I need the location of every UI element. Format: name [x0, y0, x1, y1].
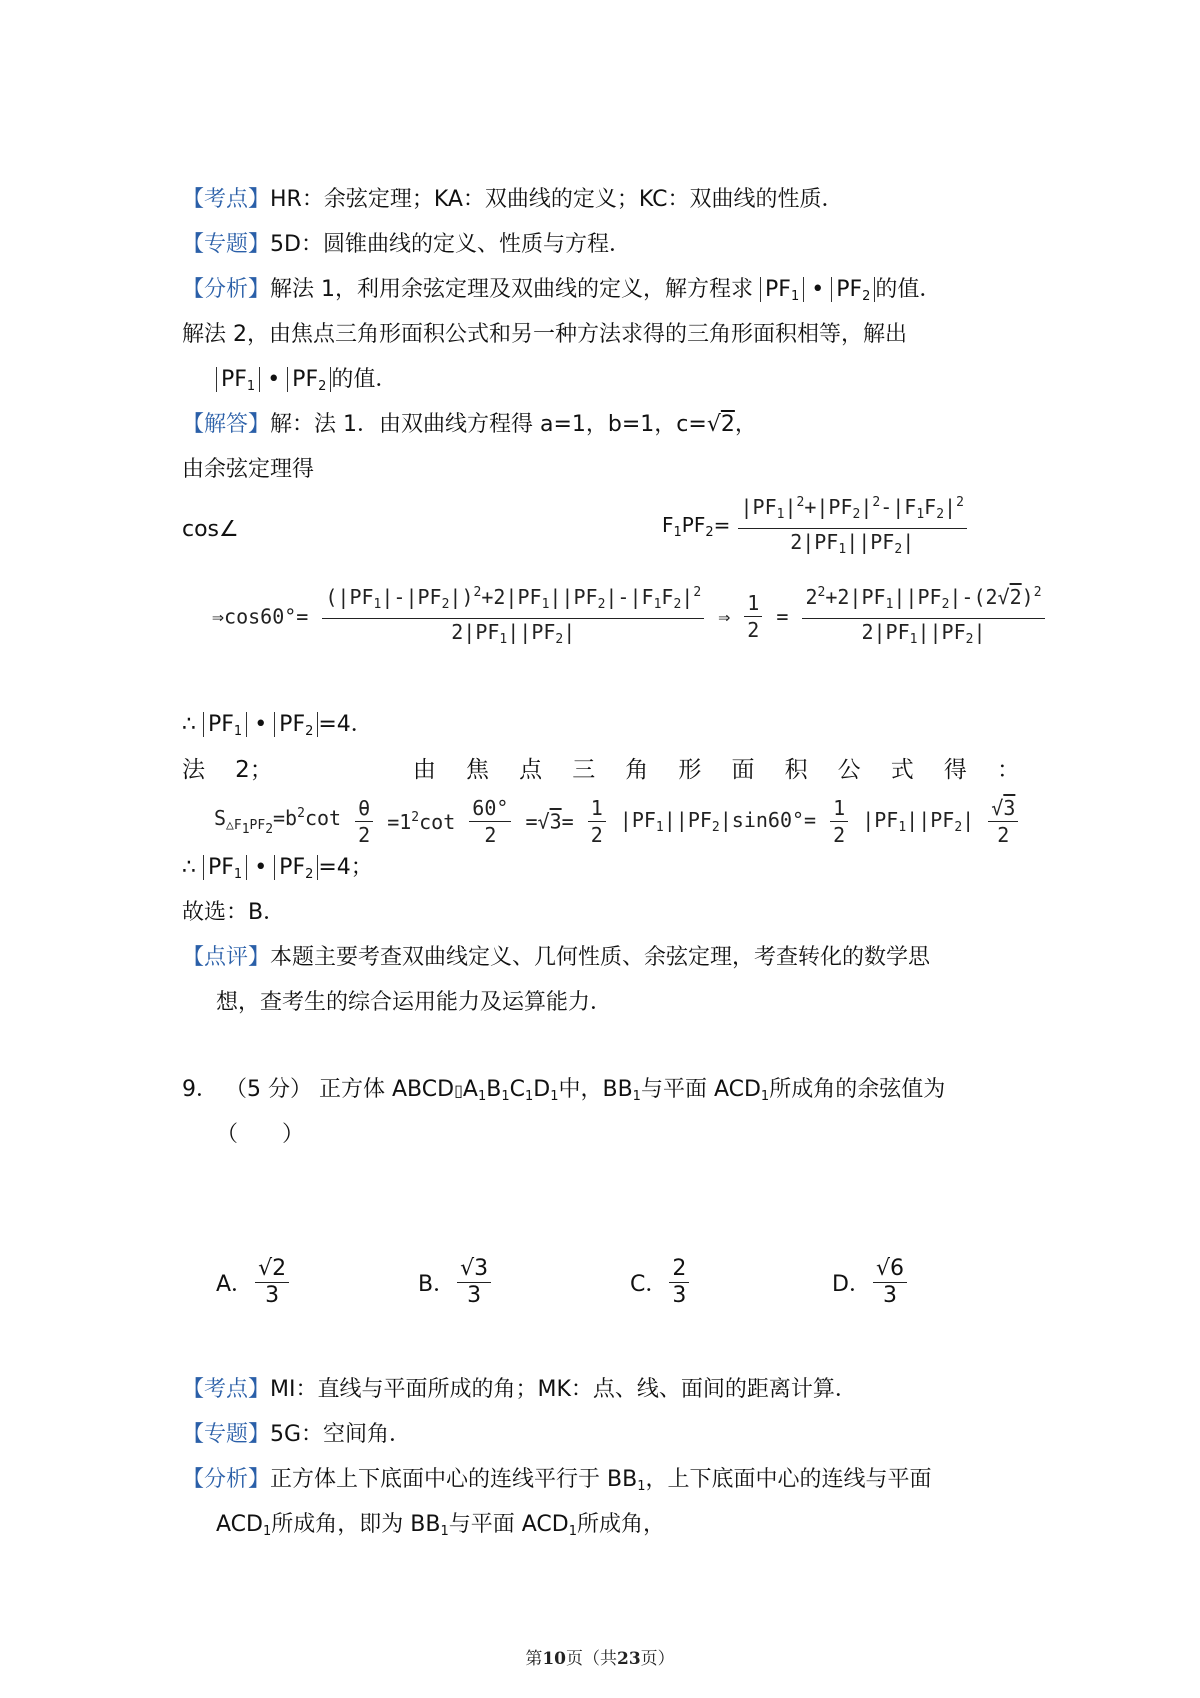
cos60-fraction-1: $\frac{(|PF_1|-|PF_2|)^2+2|PF_1||PF_2|-|F_1F_2|^2}{2|PF_1||PF_2|}$ [322, 580, 704, 653]
cos-fraction: $\frac{|PF_1|^2+|PF_2|^2-|F_1F_2|^2}{2|PF_1||PF_2|}$ [738, 490, 967, 563]
fa2-char: 公 [837, 757, 861, 783]
fa2-char: 式 [890, 757, 914, 783]
dianping-text1: 本题主要考查双曲线定义、几何性质、余弦定理，考查转化的数学思 [270, 945, 931, 970]
fa2-char: 法 [182, 757, 205, 783]
cos60-formula: ⇒cos60°= $\frac{(|PF_1|-|PF_2|)^2+2|PF_1||PF_2|-|F_1F_2|^2}{2|PF_1||PF_2|}$ ⇒ $\frac{1}{2}$ = $\frac{2^2+2|PF_1||PF_2|-(2√2)^2}{2|PF_1||PF_2|}$ [212, 580, 1047, 653]
option-label: A． [216, 1272, 254, 1297]
fenxi-text1-end: 的值． [875, 277, 942, 302]
footer-suffix: 页） [640, 1649, 675, 1669]
option-fraction: $\frac{√2}{3}$ [255, 1256, 289, 1309]
q8-kaodian-line [182, 185, 844, 215]
q9-stem-tail: 所成角的余弦值为 [769, 1077, 946, 1102]
zhuanti-tag: 【专题】 [182, 232, 271, 257]
q9-kaodian-line [182, 1375, 857, 1405]
fa2-line [182, 755, 1020, 785]
therefore-symbol: ∴ [182, 712, 196, 737]
zhuanti-tag: 【专题】 [182, 1422, 271, 1447]
footer-middle: 页（共 [566, 1649, 617, 1669]
fenxi-text1-end: ，上下底面中心的连线与平面 [645, 1467, 932, 1492]
fenxi-text1: 解法 1，利用余弦定理及双曲线的定义，解方程求 [270, 277, 754, 302]
option-label: D． [832, 1272, 871, 1297]
q9-fenxi-line2: $ACD_1$所成角，即为 $BB_1$与平面 $ACD_1$所成角， [216, 1512, 665, 1539]
result2-suffix: =4； [318, 855, 373, 880]
page-number: 10 [542, 1649, 566, 1669]
q9-stem-text: 正方体 ABCD [319, 1077, 455, 1102]
fa2-char: 角 [625, 757, 649, 783]
cos-intro-line: 由余弦定理得 [182, 457, 315, 482]
result1-line [182, 710, 373, 747]
cos60-fraction-2: $\frac{2^2+2|PF_1||PF_2|-(2√2)^2}{2|PF_1||PF_2|}$ [802, 580, 1044, 653]
cos-label: cos∠ [182, 517, 239, 542]
pf-product: $PF_1$ • $PF_2$ [203, 855, 318, 880]
option-a[interactable] [216, 1256, 291, 1309]
fenxi-tag: 【分析】 [182, 277, 271, 302]
q8-fenxi-line2 [182, 320, 907, 350]
footer-prefix: 第 [525, 1649, 543, 1669]
option-label: B． [418, 1272, 456, 1297]
jieda-text-end: ， [734, 412, 757, 437]
q8-fenxi-line3 [216, 365, 397, 402]
option-fraction: $\frac{√3}{3}$ [457, 1256, 491, 1309]
option-fraction: $\frac{√6}{3}$ [873, 1256, 907, 1309]
kaodian-text: MI：直线与平面所成的角；MK：点、线、面间的距离计算． [270, 1377, 857, 1402]
answer-line: 故选：B． [182, 900, 286, 925]
q9-stem-mid: 中，BB [558, 1077, 633, 1102]
fenxi-text3-end: 的值． [331, 367, 398, 392]
zhuanti-text: 5D：圆锥曲线的定义、性质与方程． [270, 232, 631, 257]
kaodian-tag: 【考点】 [182, 1377, 271, 1402]
jieda-text: 解：法 1．由双曲线方程得 a=1，b=1，c= [270, 412, 707, 437]
q9-number: 9． [182, 1077, 218, 1102]
option-b[interactable] [418, 1256, 493, 1309]
q9-zhuanti-line [182, 1420, 411, 1450]
q9-stem: 9． （5 分） 正方体 $ABCD▯A_1B_1C_1D_1$中，$BB_1$与平面 $ACD_1$所成角的余弦值为 [182, 1077, 946, 1104]
page-footer [0, 1644, 1200, 1669]
fa2-char: 形 [678, 757, 702, 783]
result1-suffix: =4． [318, 712, 373, 737]
sqrt2: √2 [706, 412, 735, 437]
fenxi-text2-tail: 所成角， [576, 1512, 665, 1537]
result2-line [182, 853, 373, 890]
q8-dianping-line2: 想，查考生的综合运用能力及运算能力． [216, 990, 613, 1015]
area-formula: $S_{\triangle F_1PF_2}=b^2\cot$ $\frac{\theta}{2}$ $=1^2\cot$ $\frac{60^\circ}{2}$ =√3= $\frac{1}{2}$ $|PF_1||PF_2|\sin 60^\circ=$ $\frac{1}{2}$ $|PF_1||PF_2|$ $\frac{√3}{2}$ [214, 795, 1020, 848]
q8-jieda-line [182, 410, 757, 440]
fa2-char: 三 [572, 757, 596, 783]
fenxi-tag: 【分析】 [182, 1467, 271, 1492]
kaodian-tag: 【考点】 [182, 187, 271, 212]
fa2-char: 得 [943, 757, 967, 783]
option-d[interactable] [832, 1256, 909, 1309]
cos-formula: $F_1PF_2=$ $\frac{|PF_1|^2+|PF_2|^2-|F_1F_2|^2}{2|PF_1||PF_2|}$ [662, 490, 969, 563]
half-fraction: $\frac{1}{2}$ [744, 590, 762, 643]
option-c[interactable] [630, 1256, 691, 1309]
q9-paren: （ ） [216, 1122, 305, 1147]
q9-score: （5 分） [225, 1077, 312, 1102]
fa2-char: 积 [784, 757, 808, 783]
fa2-char: 点 [519, 757, 543, 783]
pf-product: $PF_1$ • $PF_2$ [760, 277, 875, 302]
q9-stem-end: 与平面 ACD [640, 1077, 761, 1102]
fa2-char: 面 [731, 757, 755, 783]
option-fraction: $\frac{2}{3}$ [669, 1256, 689, 1309]
q8-zhuanti-line [182, 230, 631, 260]
q9-fenxi-line1: 【分析】正方体上下底面中心的连线平行于 $BB_1$，上下底面中心的连线与平面 [182, 1467, 932, 1494]
kaodian-text: HR：余弦定理；KA：双曲线的定义；KC：双曲线的性质． [270, 187, 844, 212]
jieda-tag: 【解答】 [182, 412, 271, 437]
fenxi-text2: 解法 2，由焦点三角形面积公式和另一种方法求得的三角形面积相等，解出 [182, 322, 907, 347]
fa2-char: 由 [412, 757, 436, 783]
therefore-symbol: ∴ [182, 855, 196, 880]
fa2-char: 2； [235, 757, 273, 783]
zhuanti-text: 5G：空间角． [270, 1422, 412, 1447]
pf-product: $PF_1$ • $PF_2$ [216, 367, 331, 392]
fa2-char: 焦 [466, 757, 490, 783]
fa2-char: ： [996, 757, 1020, 783]
fenxi-text2-end: 与平面 ACD [448, 1512, 569, 1537]
dianping-tag: 【点评】 [182, 945, 271, 970]
pf-product: $PF_1$ • $PF_2$ [203, 712, 318, 737]
fenxi-text1: 正方体上下底面中心的连线平行于 BB [270, 1467, 638, 1492]
q8-fenxi-line1 [182, 275, 941, 312]
option-label: C． [630, 1272, 668, 1297]
fenxi-text2: 所成角，即为 BB [271, 1512, 441, 1537]
q8-dianping-line1 [182, 943, 930, 973]
page-total: 23 [617, 1649, 641, 1669]
